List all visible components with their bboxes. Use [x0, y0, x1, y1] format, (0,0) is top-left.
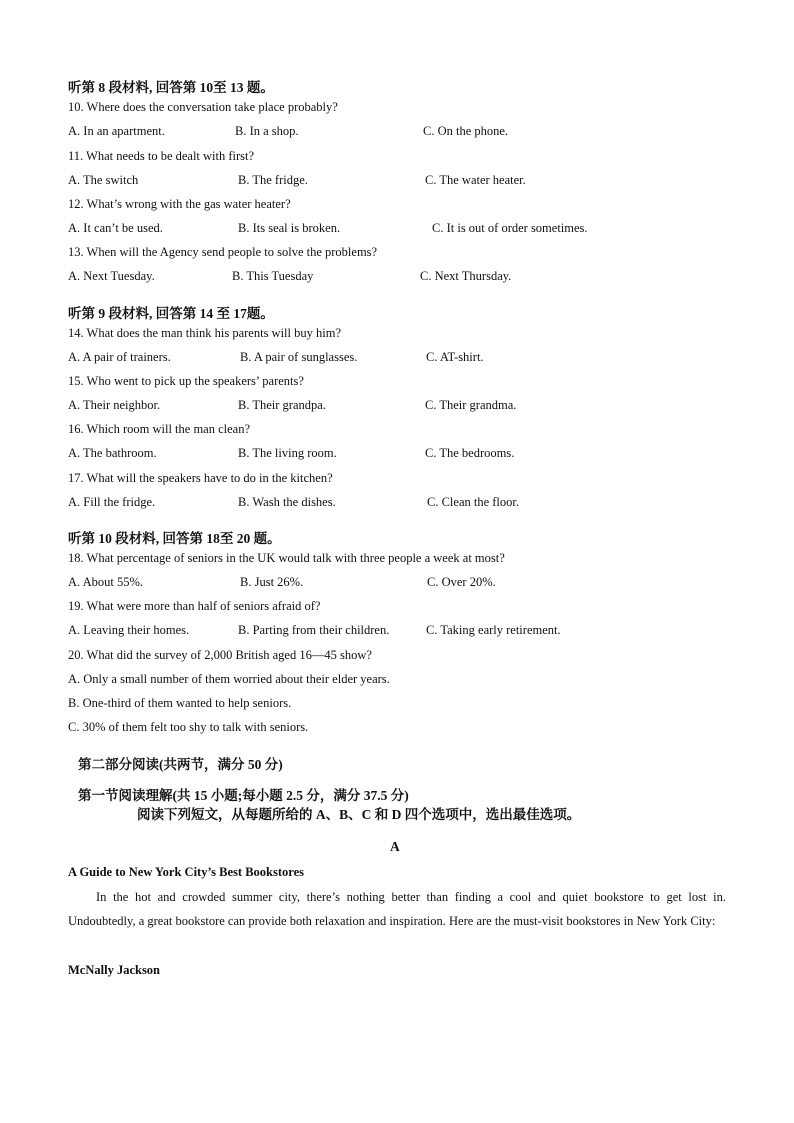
question-13: 13. When will the Agency send people to solve the problems?	[68, 245, 378, 259]
option-15-b: B. Their grandpa.	[238, 398, 326, 412]
option-17-c: C. Clean the floor.	[427, 495, 519, 509]
option-12-c: C. It is out of order sometimes.	[432, 221, 588, 235]
option-18-b: B. Just 26%.	[240, 575, 304, 589]
option-17-b: B. Wash the dishes.	[238, 495, 336, 509]
option-10-c: C. On the phone.	[423, 124, 509, 138]
question-12: 12. What’s wrong with the gas water heater?	[68, 197, 291, 211]
option-13-a: A. Next Tuesday.	[68, 269, 155, 283]
option-10-b: B. In a shop.	[235, 124, 299, 138]
passage-paragraph: In the hot and crowded summer city, there’s nothing better than finding a cool and quiet bookstore to get lost in. Undoubtedly, a great bookstore can provide both relaxation and inspiration. Here are the must-visit bookstores in New York City:	[68, 890, 726, 928]
option-15-a: A. Their neighbor.	[68, 398, 161, 412]
option-10-a: A. In an apartment.	[68, 124, 165, 138]
option-18-a: A. About 55%.	[68, 575, 143, 589]
option-12-a: A. It can’t be used.	[68, 221, 163, 235]
option-18-c: C. Over 20%.	[427, 575, 496, 589]
option-20-c: C. 30% of them felt too shy to talk with seniors.	[68, 720, 309, 734]
option-16-a: A. The bathroom.	[68, 446, 157, 460]
question-15: 15. Who went to pick up the speakers’ parents?	[68, 374, 304, 388]
option-13-b: B. This Tuesday	[232, 269, 314, 283]
part2-title: 第二部分阅读(共两节，满分 50 分)	[78, 757, 283, 772]
option-14-c: C. AT-shirt.	[426, 350, 484, 364]
option-11-c: C. The water heater.	[425, 173, 526, 187]
section1-title: 第一节阅读理解(共 15 小题;每小题 2.5 分，满分 37.5 分)	[78, 788, 409, 803]
option-13-c: C. Next Thursday.	[420, 269, 512, 283]
section-header-9: 听第 9 段材料, 回答第 14 至 17题。	[68, 306, 274, 321]
section-header-8: 听第 8 段材料, 回答第 10至 13 题。	[68, 80, 274, 95]
subheading-mcnally-jackson: McNally Jackson	[68, 963, 161, 977]
question-19: 19. What were more than half of seniors afraid of?	[68, 599, 321, 613]
question-11: 11. What needs to be dealt with first?	[68, 149, 255, 163]
option-14-b: B. A pair of sunglasses.	[240, 350, 358, 364]
option-19-c: C. Taking early retirement.	[426, 623, 561, 637]
option-20-a: A. Only a small number of them worried about their elder years.	[68, 672, 390, 686]
option-17-a: A. Fill the fridge.	[68, 495, 156, 509]
question-20: 20. What did the survey of 2,000 British aged 16—45 show?	[68, 648, 372, 662]
question-17: 17. What will the speakers have to do in the kitchen?	[68, 471, 333, 485]
option-12-b: B. Its seal is broken.	[238, 221, 341, 235]
question-10: 10. Where does the conversation take place probably?	[68, 100, 338, 114]
question-18: 18. What percentage of seniors in the UK would talk with three people a week at most?	[68, 551, 505, 565]
option-11-b: B. The fridge.	[238, 173, 308, 187]
option-11-a: A. The switch	[68, 173, 139, 187]
instruction: 阅读下列短文，从每题所给的 A、B、C 和 D 四个选项中，选出最佳选项。	[137, 807, 581, 822]
option-14-a: A. A pair of trainers.	[68, 350, 171, 364]
passage-title: A Guide to New York City’s Best Bookstores	[68, 865, 304, 879]
question-16: 16. Which room will the man clean?	[68, 422, 251, 436]
question-14: 14. What does the man think his parents will buy him?	[68, 326, 341, 340]
option-16-b: B. The living room.	[238, 446, 337, 460]
option-19-a: A. Leaving their homes.	[68, 623, 190, 637]
passage-label: A	[390, 839, 400, 854]
option-16-c: C. The bedrooms.	[425, 446, 515, 460]
option-15-c: C. Their grandma.	[425, 398, 517, 412]
option-20-b: B. One-third of them wanted to help seniors.	[68, 696, 292, 710]
option-19-b: B. Parting from their children.	[238, 623, 390, 637]
section-header-10: 听第 10 段材料, 回答第 18至 20 题。	[68, 531, 281, 546]
